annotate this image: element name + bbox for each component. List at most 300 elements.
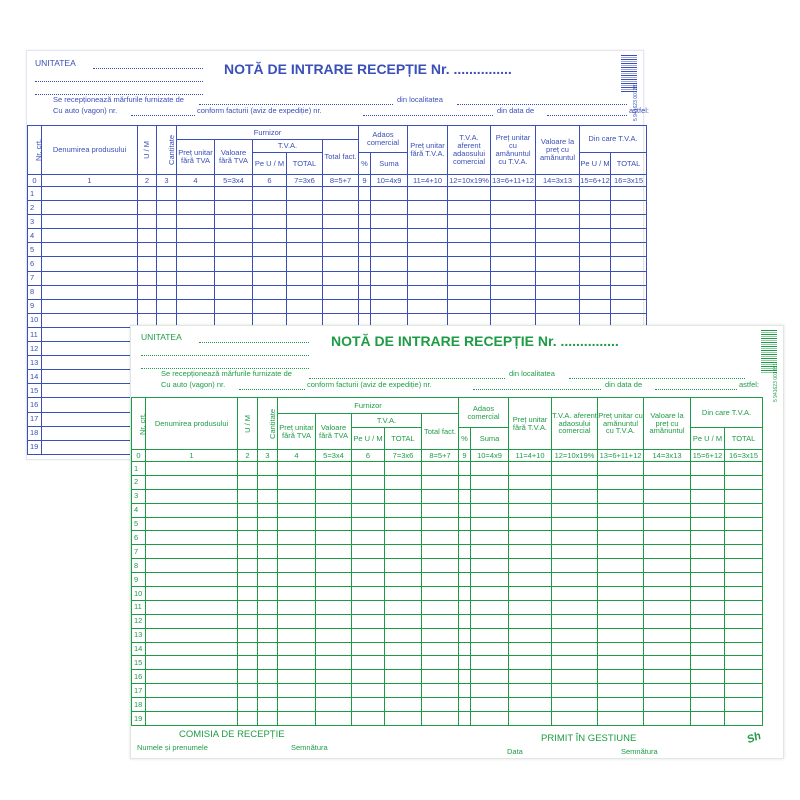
table-cell[interactable] [422, 531, 459, 545]
table-cell[interactable] [471, 545, 509, 559]
table-cell[interactable] [422, 600, 459, 614]
table-cell[interactable] [644, 489, 691, 503]
table-cell[interactable] [316, 531, 352, 545]
table-cell[interactable] [491, 201, 536, 215]
table-cell[interactable] [253, 187, 287, 201]
table-cell[interactable] [580, 271, 611, 285]
table-cell[interactable] [371, 299, 408, 313]
table-cell[interactable] [253, 299, 287, 313]
table-cell[interactable] [691, 684, 725, 698]
table-cell[interactable] [146, 684, 238, 698]
table-cell[interactable] [278, 573, 316, 587]
table-cell[interactable] [536, 285, 580, 299]
table-cell[interactable] [42, 257, 138, 271]
table-cell[interactable] [408, 243, 448, 257]
table-cell[interactable] [422, 698, 459, 712]
table-cell[interactable] [278, 587, 316, 601]
table-cell[interactable] [238, 462, 258, 476]
table-cell[interactable] [323, 285, 359, 299]
table-cell[interactable] [459, 684, 471, 698]
table-cell[interactable] [471, 489, 509, 503]
table-cell[interactable] [385, 600, 422, 614]
table-cell[interactable] [238, 670, 258, 684]
table-cell[interactable] [352, 559, 385, 573]
table-cell[interactable] [459, 600, 471, 614]
table-cell[interactable] [580, 299, 611, 313]
table-cell[interactable] [644, 531, 691, 545]
table-cell[interactable] [359, 285, 371, 299]
table-cell[interactable] [157, 271, 177, 285]
table-cell[interactable] [385, 503, 422, 517]
table-cell[interactable] [691, 712, 725, 726]
table-cell[interactable] [316, 656, 352, 670]
table-cell[interactable] [215, 187, 253, 201]
table-cell[interactable] [580, 215, 611, 229]
table-cell[interactable] [238, 545, 258, 559]
table-cell[interactable] [598, 656, 644, 670]
table-cell[interactable] [471, 587, 509, 601]
table-cell[interactable] [238, 587, 258, 601]
table-cell[interactable] [238, 656, 258, 670]
table-cell[interactable] [471, 628, 509, 642]
table-cell[interactable] [138, 271, 157, 285]
table-cell[interactable] [644, 712, 691, 726]
table-cell[interactable] [352, 573, 385, 587]
table-cell[interactable] [471, 670, 509, 684]
table-cell[interactable] [459, 614, 471, 628]
table-cell[interactable] [691, 517, 725, 531]
table-cell[interactable] [385, 489, 422, 503]
table-cell[interactable] [258, 573, 278, 587]
unitatea-line[interactable] [93, 68, 203, 69]
table-cell[interactable] [509, 517, 552, 531]
table-cell[interactable] [691, 670, 725, 684]
table-cell[interactable] [138, 229, 157, 243]
table-cell[interactable] [258, 489, 278, 503]
table-cell[interactable] [725, 600, 763, 614]
table-row[interactable] [28, 201, 647, 215]
table-cell[interactable] [215, 243, 253, 257]
table-cell[interactable] [422, 684, 459, 698]
table-cell[interactable] [258, 531, 278, 545]
table-cell[interactable] [385, 628, 422, 642]
table-cell[interactable] [253, 243, 287, 257]
table-cell[interactable] [536, 201, 580, 215]
table-cell[interactable] [725, 503, 763, 517]
table-cell[interactable] [146, 573, 238, 587]
invoice-field[interactable] [473, 389, 601, 390]
table-row[interactable] [28, 243, 647, 257]
table-cell[interactable] [42, 370, 138, 384]
table-cell[interactable] [422, 670, 459, 684]
table-cell[interactable] [177, 299, 215, 313]
table-cell[interactable] [42, 285, 138, 299]
table-cell[interactable] [644, 642, 691, 656]
table-cell[interactable] [352, 670, 385, 684]
table-cell[interactable] [157, 243, 177, 257]
table-cell[interactable] [448, 215, 491, 229]
table-cell[interactable] [253, 215, 287, 229]
table-cell[interactable] [385, 642, 422, 656]
table-cell[interactable] [323, 201, 359, 215]
table-cell[interactable] [580, 257, 611, 271]
table-cell[interactable] [278, 670, 316, 684]
table-cell[interactable] [422, 545, 459, 559]
table-cell[interactable] [316, 503, 352, 517]
table-cell[interactable] [509, 587, 552, 601]
table-cell[interactable] [552, 503, 598, 517]
table-cell[interactable] [215, 229, 253, 243]
table-cell[interactable] [644, 698, 691, 712]
table-cell[interactable] [323, 257, 359, 271]
table-cell[interactable] [146, 559, 238, 573]
table-cell[interactable] [471, 614, 509, 628]
table-cell[interactable] [509, 531, 552, 545]
table-cell[interactable] [408, 229, 448, 243]
table-cell[interactable] [471, 517, 509, 531]
table-cell[interactable] [725, 517, 763, 531]
invoice-field[interactable] [363, 115, 493, 116]
table-cell[interactable] [448, 271, 491, 285]
table-cell[interactable] [491, 257, 536, 271]
table-cell[interactable] [146, 642, 238, 656]
table-cell[interactable] [258, 684, 278, 698]
table-cell[interactable] [238, 475, 258, 489]
table-cell[interactable] [385, 462, 422, 476]
table-cell[interactable] [371, 201, 408, 215]
table-cell[interactable] [287, 229, 323, 243]
table-cell[interactable] [138, 285, 157, 299]
table-cell[interactable] [238, 712, 258, 726]
table-cell[interactable] [352, 517, 385, 531]
table-cell[interactable] [371, 257, 408, 271]
table-cell[interactable] [352, 684, 385, 698]
table-cell[interactable] [385, 712, 422, 726]
table-cell[interactable] [598, 712, 644, 726]
table-cell[interactable] [422, 712, 459, 726]
table-cell[interactable] [552, 642, 598, 656]
table-cell[interactable] [146, 670, 238, 684]
table-cell[interactable] [238, 684, 258, 698]
table-row[interactable] [132, 573, 763, 587]
table-cell[interactable] [598, 642, 644, 656]
table-cell[interactable] [552, 684, 598, 698]
table-cell[interactable] [278, 475, 316, 489]
table-cell[interactable] [725, 712, 763, 726]
table-cell[interactable] [352, 712, 385, 726]
unitatea-line-2[interactable] [35, 81, 203, 82]
table-cell[interactable] [691, 462, 725, 476]
table-cell[interactable] [287, 215, 323, 229]
table-cell[interactable] [471, 698, 509, 712]
table-cell[interactable] [598, 614, 644, 628]
table-cell[interactable] [371, 285, 408, 299]
table-cell[interactable] [42, 327, 138, 341]
table-cell[interactable] [146, 712, 238, 726]
table-cell[interactable] [408, 271, 448, 285]
unitatea-line[interactable] [199, 342, 309, 343]
table-cell[interactable] [509, 656, 552, 670]
table-cell[interactable] [138, 201, 157, 215]
table-cell[interactable] [471, 656, 509, 670]
table-cell[interactable] [422, 614, 459, 628]
table-cell[interactable] [316, 462, 352, 476]
table-cell[interactable] [598, 600, 644, 614]
table-cell[interactable] [598, 628, 644, 642]
table-cell[interactable] [177, 243, 215, 257]
table-cell[interactable] [238, 600, 258, 614]
table-cell[interactable] [448, 285, 491, 299]
table-cell[interactable] [509, 642, 552, 656]
table-cell[interactable] [691, 531, 725, 545]
table-cell[interactable] [258, 642, 278, 656]
table-cell[interactable] [177, 215, 215, 229]
table-cell[interactable] [611, 285, 647, 299]
table-cell[interactable] [691, 628, 725, 642]
table-cell[interactable] [725, 656, 763, 670]
table-cell[interactable] [359, 215, 371, 229]
table-row[interactable] [28, 271, 647, 285]
table-cell[interactable] [146, 656, 238, 670]
date-field[interactable] [655, 389, 737, 390]
table-cell[interactable] [138, 187, 157, 201]
table-row[interactable] [132, 712, 763, 726]
table-row[interactable] [132, 475, 763, 489]
table-cell[interactable] [552, 475, 598, 489]
table-cell[interactable] [146, 698, 238, 712]
table-cell[interactable] [278, 545, 316, 559]
table-cell[interactable] [42, 299, 138, 313]
table-cell[interactable] [238, 489, 258, 503]
table-cell[interactable] [157, 201, 177, 215]
table-cell[interactable] [42, 398, 138, 412]
table-cell[interactable] [491, 243, 536, 257]
table-cell[interactable] [278, 628, 316, 642]
table-cell[interactable] [157, 229, 177, 243]
table-cell[interactable] [258, 517, 278, 531]
table-cell[interactable] [725, 462, 763, 476]
table-cell[interactable] [42, 271, 138, 285]
table-cell[interactable] [459, 712, 471, 726]
table-cell[interactable] [459, 573, 471, 587]
table-cell[interactable] [471, 475, 509, 489]
table-cell[interactable] [471, 531, 509, 545]
table-cell[interactable] [258, 559, 278, 573]
table-cell[interactable] [408, 201, 448, 215]
table-row[interactable] [132, 600, 763, 614]
table-cell[interactable] [278, 614, 316, 628]
table-cell[interactable] [215, 215, 253, 229]
table-row[interactable] [132, 670, 763, 684]
table-row[interactable] [132, 503, 763, 517]
table-cell[interactable] [598, 475, 644, 489]
table-cell[interactable] [552, 573, 598, 587]
table-cell[interactable] [359, 243, 371, 257]
table-cell[interactable] [509, 545, 552, 559]
table-cell[interactable] [42, 187, 138, 201]
table-cell[interactable] [552, 587, 598, 601]
table-cell[interactable] [536, 299, 580, 313]
table-cell[interactable] [177, 257, 215, 271]
table-cell[interactable] [385, 670, 422, 684]
table-cell[interactable] [536, 271, 580, 285]
table-cell[interactable] [552, 517, 598, 531]
table-cell[interactable] [146, 600, 238, 614]
table-cell[interactable] [448, 187, 491, 201]
table-cell[interactable] [138, 299, 157, 313]
table-cell[interactable] [316, 712, 352, 726]
table-cell[interactable] [644, 587, 691, 601]
table-cell[interactable] [580, 201, 611, 215]
table-cell[interactable] [471, 712, 509, 726]
table-cell[interactable] [598, 670, 644, 684]
table-cell[interactable] [422, 587, 459, 601]
table-cell[interactable] [509, 712, 552, 726]
table-cell[interactable] [157, 215, 177, 229]
table-cell[interactable] [359, 229, 371, 243]
table-cell[interactable] [258, 475, 278, 489]
table-cell[interactable] [644, 656, 691, 670]
table-cell[interactable] [580, 243, 611, 257]
table-cell[interactable] [352, 475, 385, 489]
table-cell[interactable] [278, 712, 316, 726]
table-cell[interactable] [359, 271, 371, 285]
table-cell[interactable] [316, 517, 352, 531]
table-cell[interactable] [725, 614, 763, 628]
table-cell[interactable] [316, 670, 352, 684]
table-cell[interactable] [371, 229, 408, 243]
table-cell[interactable] [278, 462, 316, 476]
table-cell[interactable] [471, 600, 509, 614]
table-cell[interactable] [42, 384, 138, 398]
table-cell[interactable] [146, 517, 238, 531]
table-cell[interactable] [42, 215, 138, 229]
table-row[interactable] [132, 614, 763, 628]
table-cell[interactable] [215, 285, 253, 299]
table-cell[interactable] [459, 475, 471, 489]
table-cell[interactable] [598, 587, 644, 601]
table-cell[interactable] [42, 412, 138, 426]
table-cell[interactable] [459, 656, 471, 670]
table-cell[interactable] [725, 559, 763, 573]
table-row[interactable] [132, 462, 763, 476]
table-cell[interactable] [644, 545, 691, 559]
table-cell[interactable] [598, 684, 644, 698]
table-row[interactable] [132, 545, 763, 559]
table-cell[interactable] [491, 299, 536, 313]
table-cell[interactable] [552, 545, 598, 559]
table-cell[interactable] [215, 271, 253, 285]
table-cell[interactable] [408, 299, 448, 313]
table-cell[interactable] [278, 489, 316, 503]
table-cell[interactable] [611, 299, 647, 313]
table-cell[interactable] [598, 462, 644, 476]
table-row[interactable] [132, 587, 763, 601]
table-cell[interactable] [42, 201, 138, 215]
table-cell[interactable] [471, 503, 509, 517]
table-row[interactable] [28, 187, 647, 201]
table-cell[interactable] [552, 531, 598, 545]
table-cell[interactable] [385, 614, 422, 628]
table-cell[interactable] [691, 656, 725, 670]
table-cell[interactable] [509, 628, 552, 642]
table-cell[interactable] [359, 299, 371, 313]
table-cell[interactable] [371, 187, 408, 201]
table-cell[interactable] [552, 628, 598, 642]
table-cell[interactable] [371, 243, 408, 257]
table-row[interactable] [132, 559, 763, 573]
table-cell[interactable] [552, 559, 598, 573]
table-cell[interactable] [491, 229, 536, 243]
table-cell[interactable] [644, 600, 691, 614]
table-cell[interactable] [459, 545, 471, 559]
table-cell[interactable] [422, 642, 459, 656]
table-cell[interactable] [258, 656, 278, 670]
table-cell[interactable] [278, 656, 316, 670]
table-cell[interactable] [316, 600, 352, 614]
table-cell[interactable] [359, 201, 371, 215]
table-cell[interactable] [611, 201, 647, 215]
table-cell[interactable] [691, 475, 725, 489]
table-cell[interactable] [352, 531, 385, 545]
table-cell[interactable] [536, 229, 580, 243]
table-cell[interactable] [278, 517, 316, 531]
table-cell[interactable] [385, 559, 422, 573]
table-cell[interactable] [491, 271, 536, 285]
table-cell[interactable] [278, 559, 316, 573]
table-cell[interactable] [725, 545, 763, 559]
table-cell[interactable] [691, 600, 725, 614]
table-row[interactable] [132, 517, 763, 531]
table-cell[interactable] [691, 503, 725, 517]
table-cell[interactable] [422, 628, 459, 642]
table-cell[interactable] [42, 313, 138, 327]
table-row[interactable] [132, 656, 763, 670]
table-cell[interactable] [238, 642, 258, 656]
table-cell[interactable] [408, 187, 448, 201]
table-cell[interactable] [580, 187, 611, 201]
table-cell[interactable] [644, 462, 691, 476]
table-cell[interactable] [691, 559, 725, 573]
table-cell[interactable] [385, 573, 422, 587]
table-cell[interactable] [323, 229, 359, 243]
table-cell[interactable] [644, 614, 691, 628]
table-cell[interactable] [422, 489, 459, 503]
table-cell[interactable] [371, 215, 408, 229]
table-cell[interactable] [644, 670, 691, 684]
table-cell[interactable] [238, 698, 258, 712]
table-cell[interactable] [253, 257, 287, 271]
table-cell[interactable] [278, 531, 316, 545]
table-cell[interactable] [316, 573, 352, 587]
table-cell[interactable] [644, 628, 691, 642]
table-cell[interactable] [509, 462, 552, 476]
table-cell[interactable] [316, 628, 352, 642]
table-cell[interactable] [258, 503, 278, 517]
table-cell[interactable] [422, 503, 459, 517]
table-cell[interactable] [146, 462, 238, 476]
table-cell[interactable] [258, 628, 278, 642]
table-cell[interactable] [352, 462, 385, 476]
table-cell[interactable] [459, 559, 471, 573]
table-cell[interactable] [471, 684, 509, 698]
table-cell[interactable] [316, 559, 352, 573]
table-cell[interactable] [287, 257, 323, 271]
table-row[interactable] [132, 489, 763, 503]
table-cell[interactable] [352, 489, 385, 503]
table-cell[interactable] [352, 642, 385, 656]
table-cell[interactable] [138, 215, 157, 229]
